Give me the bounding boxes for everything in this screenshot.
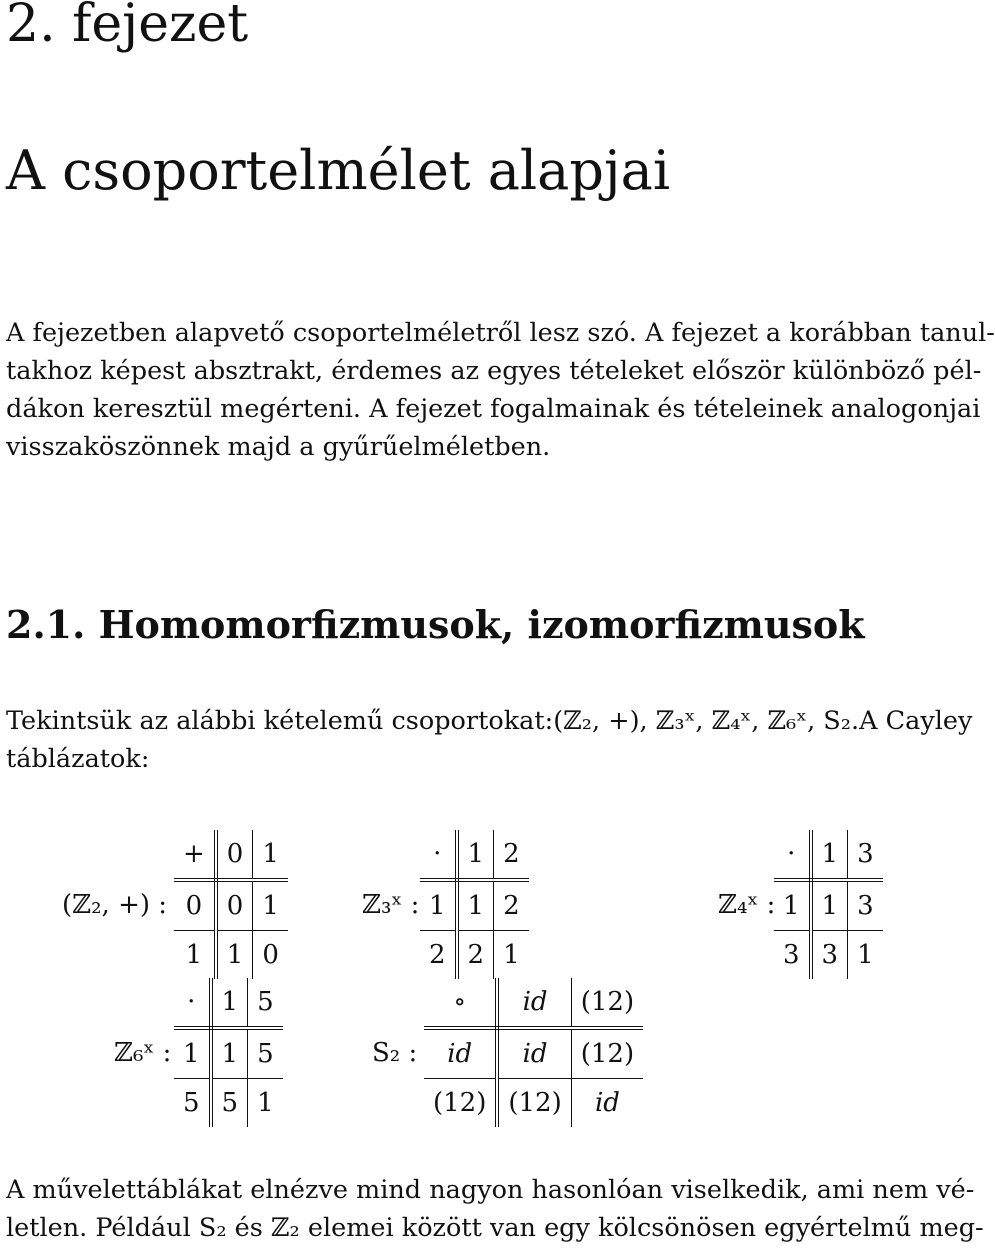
table-cell: 3	[774, 931, 811, 980]
groups-list: (ℤ₂, +), ℤ₃ˣ, ℤ₄ˣ, ℤ₆ˣ, S₂.	[553, 706, 860, 736]
intro-paragraph	[6, 314, 995, 466]
table-cell: 1	[811, 830, 848, 880]
table-label-z6: ℤ₆ˣ :	[114, 1038, 172, 1068]
table-cell: 0	[216, 830, 253, 880]
table-cell: 3	[811, 931, 848, 980]
table-cell: 5	[248, 1028, 283, 1079]
intro-line: visszaköszönnek majd a gyűrűelméletben.	[6, 432, 551, 462]
tables-intro-line	[6, 702, 973, 740]
tables-intro-paragraph	[6, 702, 973, 778]
table-cell: 1	[174, 1028, 211, 1079]
cayley-table-z3	[420, 830, 529, 979]
intro-line: A fejezetben alapvető csoportelméletről lesz szó. A fejezet a korábban tanul-	[6, 318, 995, 348]
table-cell: (12)	[497, 1079, 571, 1128]
table-cell: 3	[848, 880, 883, 931]
section-heading: 2.1. Homomorfizmusok, izomorfizmusok	[6, 602, 865, 647]
table-cell: 1	[211, 1028, 248, 1079]
table-cell: 1	[174, 931, 216, 980]
table-cell: 2	[457, 931, 494, 980]
table-cell: 1	[811, 880, 848, 931]
chapter-number: 2. fejezet	[6, 0, 249, 54]
table-cell: 2	[494, 830, 529, 880]
tables-intro-line: táblázatok:	[6, 744, 150, 774]
table-cell: ·	[174, 978, 211, 1028]
table-label-z3: ℤ₃ˣ :	[362, 890, 420, 920]
table-cell: ·	[774, 830, 811, 880]
table-cell: id	[497, 978, 571, 1028]
table-cell: ∘	[424, 978, 497, 1028]
table-cell: 5	[174, 1079, 211, 1128]
table-cell: 2	[494, 880, 529, 931]
tables-intro-end: A Cayley	[859, 706, 973, 736]
table-cell: 2	[420, 931, 457, 980]
table-cell: 1	[257, 1088, 274, 1118]
intro-line: dákon keresztül megérteni. A fejezet fogalmainak és tételeinek analogonjai	[6, 394, 981, 424]
table-label-z4: ℤ₄ˣ :	[718, 890, 776, 920]
table-cell: id	[424, 1028, 497, 1079]
table-cell: 1	[503, 940, 520, 970]
table-label-z2: (ℤ₂, +) :	[62, 890, 168, 920]
table-cell: 1	[457, 880, 494, 931]
table-cell: (12)	[424, 1079, 497, 1128]
tables-intro-text: Tekintsük az alábbi kételemű csoportokat:	[6, 706, 554, 736]
table-cell: 1	[857, 940, 874, 970]
table-cell: +	[174, 830, 216, 880]
cayley-table-z4	[774, 830, 883, 979]
table-label-s2: S₂ :	[372, 1038, 418, 1068]
table-cell: 5	[211, 1079, 248, 1128]
table-cell: 1	[457, 830, 494, 880]
chapter-title: A csoportelmélet alapjai	[6, 139, 671, 202]
closing-paragraph	[6, 1171, 984, 1247]
cayley-table-z6	[174, 978, 283, 1127]
table-cell: 1	[420, 880, 457, 931]
table-cell: 0	[174, 880, 216, 931]
table-cell: 1	[216, 931, 253, 980]
closing-line: A művelettáblákat elnézve mind nagyon hasonlóan viselkedik, ami nem vé-	[6, 1175, 975, 1205]
table-cell: 1	[253, 830, 288, 880]
table-cell: (12)	[571, 1028, 643, 1079]
table-cell: id	[594, 1088, 620, 1118]
table-cell: 1	[253, 880, 288, 931]
intro-line: takhoz képest absztrakt, érdemes az egyes tételeket először különböző pél-	[6, 356, 982, 386]
cayley-table-s2	[424, 978, 643, 1127]
cayley-table-z2	[174, 830, 288, 979]
table-cell: 5	[248, 978, 283, 1028]
closing-line: letlen. Például S₂ és ℤ₂ elemei között van egy kölcsönösen egyértelmű meg-	[6, 1213, 984, 1243]
table-cell: (12)	[571, 978, 643, 1028]
table-cell: 0	[216, 880, 253, 931]
table-cell: id	[497, 1028, 571, 1079]
table-cell: 3	[848, 830, 883, 880]
table-cell: ·	[420, 830, 457, 880]
table-cell: 1	[774, 880, 811, 931]
table-cell: 1	[211, 978, 248, 1028]
table-cell: 0	[262, 940, 279, 970]
